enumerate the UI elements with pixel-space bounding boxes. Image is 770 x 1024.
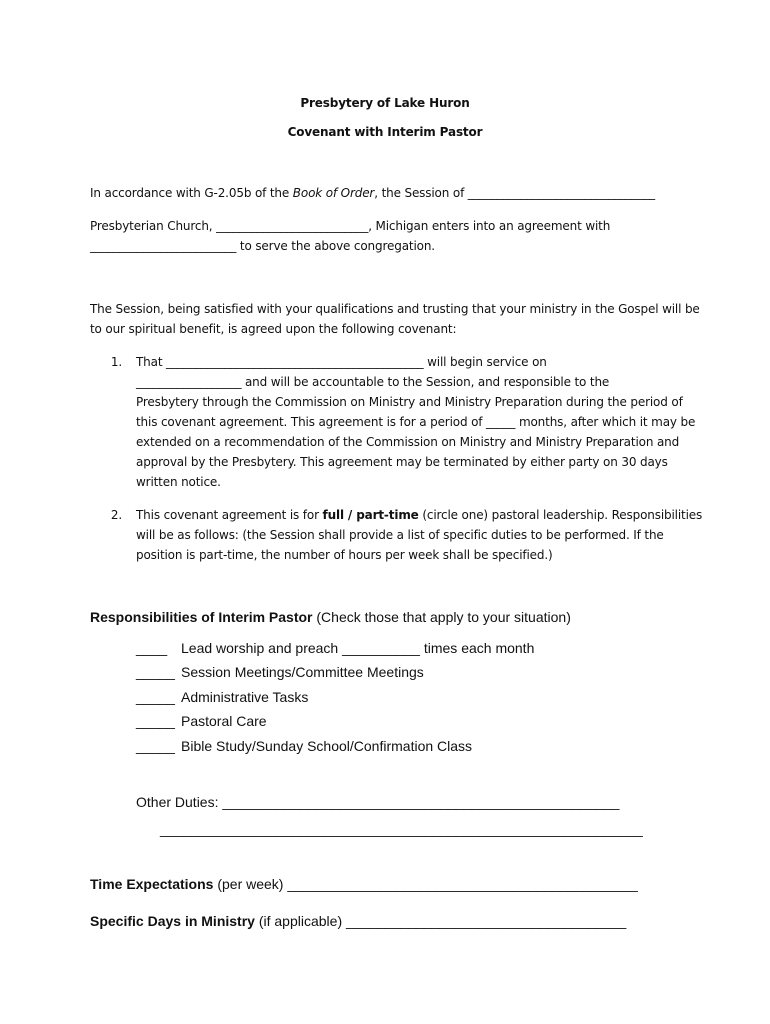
item-1-line-1[interactable]: That ____________________________________________ will begin service on [136,355,547,369]
item-1-line-6: approval by the Presbytery. This agreement may be terminated by either party on 30 days [136,455,668,469]
session-of-blank[interactable]: , the Session of ________________________________ [374,186,656,200]
responsibilities-title: Responsibilities of Interim Pastor [90,609,313,625]
item-2-line-3: position is part-time, the number of hours per week shall be specified.) [136,548,553,562]
label-worship[interactable]: Lead worship and preach __________ times each month [181,640,535,656]
item-1-number: 1. [110,355,122,369]
check-blank-admin[interactable]: _____ [136,689,175,705]
intro-line-1 [90,186,655,200]
item-2-text: This covenant agreement is for [136,508,323,522]
time-expectations-blank[interactable]: (per week) _____________________________________________ [213,876,638,892]
item-2-line-1 [136,508,702,522]
item-2-line-2: will be as follows: (the Session shall provide a list of specific duties to be performed. If the [136,528,664,542]
specific-days-blank[interactable]: (if applicable) ____________________________________ [254,913,627,929]
session-line-1: The Session, being satisfied with your qualifications and trusting that your ministry in the Gospel will be [90,302,700,316]
check-blank-pastoral-care[interactable]: _____ [136,713,175,729]
check-blank-worship[interactable]: ____ [136,640,168,656]
label-admin: Administrative Tasks [181,689,309,705]
full-part-time-choice[interactable]: full / part-time [322,508,419,522]
intro-line-3[interactable]: _________________________ to serve the above congregation. [90,239,435,253]
time-expectations-field[interactable] [90,876,638,892]
time-expectations-label: Time Expectations [90,876,214,892]
label-pastoral-care: Pastoral Care [181,713,267,729]
intro-text: In accordance with G-2.05b of the [90,186,293,200]
book-of-order: Book of Order [292,186,375,200]
specific-days-label: Specific Days in Ministry [90,913,255,929]
specific-days-field[interactable] [90,913,626,929]
item-1-line-4[interactable]: this covenant agreement. This agreement is for a period of _____ months, after which it may be [136,415,696,429]
check-blank-bible-study[interactable]: _____ [136,738,175,754]
item-1-line-3: Presbytery through the Commission on Ministry and Ministry Preparation during the period of [136,395,683,409]
presbytery-name: Presbytery of Lake Huron [300,96,470,110]
intro-line-2[interactable]: Presbyterian Church, __________________________, Michigan enters into an agreement with [90,219,611,233]
item-2-number: 2. [110,508,122,522]
document-title: Covenant with Interim Pastor [287,125,483,139]
item-1-line-2[interactable]: __________________ and will be accountable to the Session, and responsible to the [136,375,610,389]
session-line-2: to our spiritual benefit, is agreed upon the following covenant: [90,322,457,336]
responsibilities-note: (Check those that apply to your situation) [312,609,571,625]
other-duties-line-2[interactable]: ______________________________________________________________ [160,821,643,837]
label-bible-study: Bible Study/Sunday School/Confirmation Class [181,738,473,754]
label-session-meetings: Session Meetings/Committee Meetings [181,664,424,680]
check-blank-session-meetings[interactable]: _____ [136,664,175,680]
other-duties-field[interactable]: Other Duties: ___________________________________________________ [136,794,620,810]
item-1-line-5: extended on a recommendation of the Commission on Ministry and Ministry Preparation and [136,435,680,449]
item-1-line-7: written notice. [136,475,221,489]
item-2-text-rest: (circle one) pastoral leadership. Responsibilities [418,508,703,522]
responsibilities-heading [90,609,571,625]
